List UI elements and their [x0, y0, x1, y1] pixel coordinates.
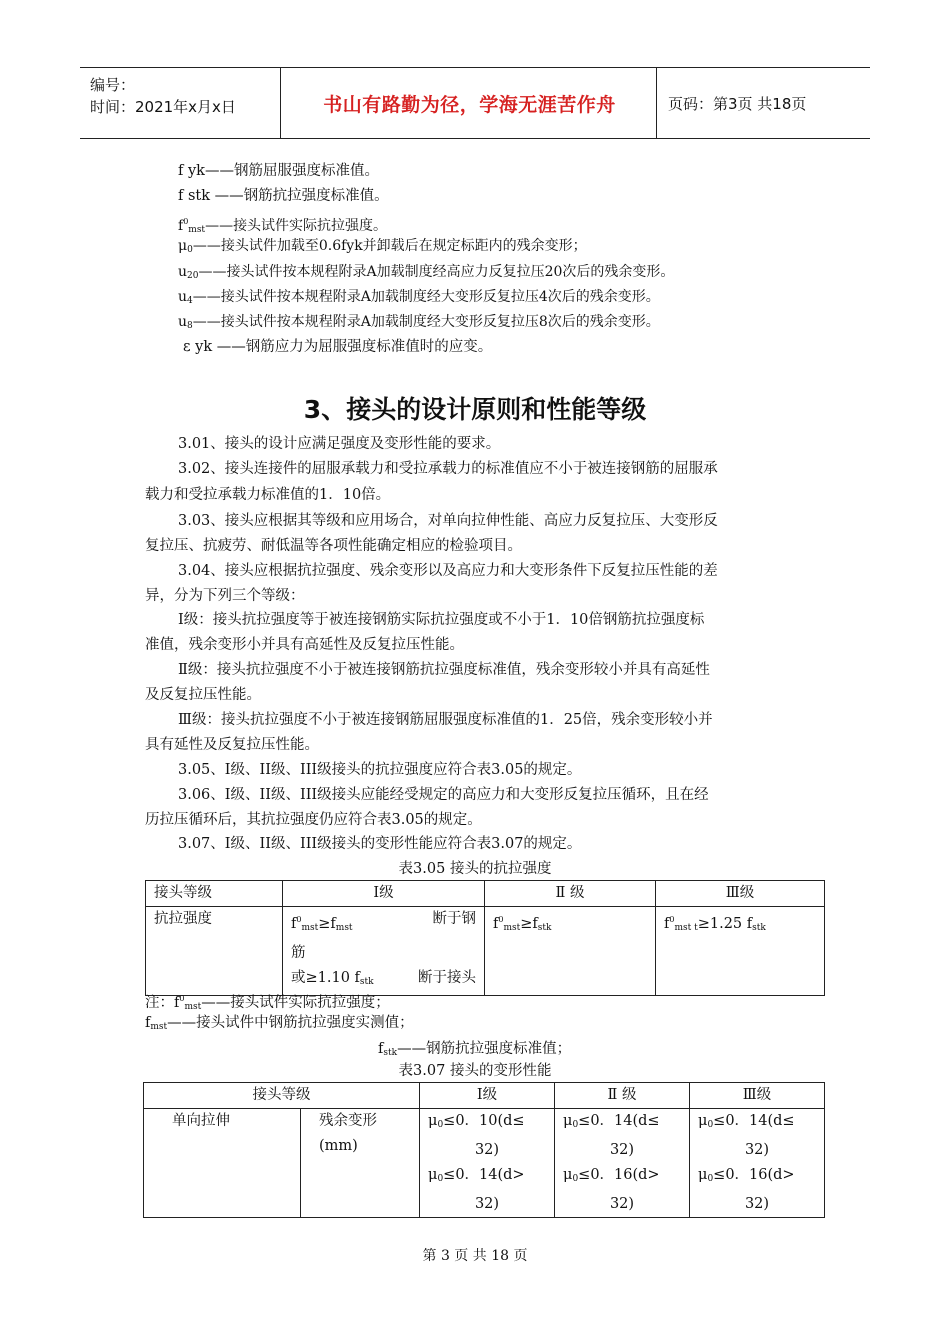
- cell-line: 32): [609, 1196, 635, 1212]
- formula-text: ≥f: [318, 916, 336, 932]
- header-divider: [656, 68, 657, 138]
- table-cell: [656, 907, 825, 996]
- symbol: f: [145, 1015, 151, 1031]
- definition-fyk: f yk——钢筋屈服强度标准值。: [178, 163, 379, 179]
- table-header-cell: 接头等级: [144, 1083, 420, 1109]
- cell-line: [291, 907, 476, 941]
- table-cell: [690, 1109, 825, 1218]
- symbol-sub: 4: [187, 296, 193, 306]
- formula-text: ≤0．14(d≤: [578, 1113, 660, 1129]
- cell-line: [698, 1163, 816, 1192]
- paragraph-3-02: 3.02、接头连接件的屈服承载力和受拉承载力的标准值应不小于被连接钢筋的屈服承: [178, 461, 718, 477]
- note-2: [145, 1011, 414, 1040]
- grade-1: Ⅰ级：接头抗拉强度等于被连接钢筋实际抗拉强度或不小于1．10倍钢筋抗拉强度标: [178, 612, 705, 628]
- cell-line: 32): [474, 1142, 500, 1158]
- table-cell: [555, 1109, 690, 1218]
- symbol: u: [178, 289, 188, 305]
- formula-note: 断于接头: [418, 970, 476, 986]
- table-305: [145, 880, 825, 996]
- symbol: f: [664, 916, 670, 932]
- paragraph-3-04-cont: 异，分为下列三个等级：: [145, 588, 305, 604]
- formula: [291, 907, 353, 941]
- table-cell: 单向拉伸: [144, 1109, 301, 1218]
- header-date: 时间：2021年x月x日: [90, 98, 236, 116]
- cell-line: [428, 1163, 546, 1192]
- symbol: μ: [428, 1113, 438, 1129]
- note-text: ——接头试件实际抗拉强度；: [201, 995, 390, 1011]
- table-header-cell: Ⅰ级: [283, 881, 485, 907]
- symbol-sub: 0: [437, 1174, 444, 1184]
- symbol-sub: mst: [188, 225, 206, 235]
- symbol-sub: 20: [187, 271, 199, 281]
- definition-text: ——接头试件按本规程附录A加载制度经大变形反复拉压4次后的残余变形。: [192, 289, 660, 305]
- table-row: [146, 907, 825, 996]
- symbol: μ: [698, 1167, 708, 1183]
- table-header-cell: Ⅲ级: [656, 881, 825, 907]
- cell-line: [563, 1163, 681, 1192]
- symbol-sub: mst: [335, 923, 353, 933]
- header-number: 编号：: [90, 76, 136, 94]
- symbol: f: [174, 995, 180, 1011]
- definition-fstk: f stk ——钢筋抗拉强度标准值。: [178, 188, 389, 204]
- symbol-sub: 0: [707, 1174, 714, 1184]
- symbol-sub: stk: [752, 923, 766, 933]
- header-divider: [280, 68, 281, 138]
- paragraph-3-02-cont: 载力和受拉承载力标准值的1．10倍。: [145, 487, 391, 503]
- symbol: f: [291, 916, 297, 932]
- table-row: [146, 881, 825, 907]
- cell-line: 32): [744, 1196, 770, 1212]
- formula-text: ≥f: [520, 916, 538, 932]
- paragraph-3-01: 3.01、接头的设计应满足强度及变形性能的要求。: [178, 436, 501, 452]
- page-header: [80, 67, 870, 139]
- cell-line: 筋: [291, 945, 306, 961]
- symbol-sub: 8: [187, 321, 193, 331]
- symbol: μ: [563, 1113, 573, 1129]
- definition-text: ——接头试件按本规程附录A加载制度经高应力反复拉压20次后的残余变形。: [198, 264, 675, 280]
- symbol-sup: 0: [498, 915, 504, 924]
- table-cell: [485, 907, 656, 996]
- symbol-sub: stk: [383, 1048, 398, 1058]
- table-header-cell: Ⅲ级: [690, 1083, 825, 1109]
- note-text: ——钢筋抗拉强度标准值；: [397, 1041, 572, 1057]
- table-307: [143, 1082, 825, 1218]
- symbol-sub: stk: [359, 977, 374, 987]
- formula-text: 或≥1.10 f: [291, 970, 360, 986]
- formula-note: 断于钢: [432, 911, 476, 927]
- grade-3: Ⅲ级：接头抗拉强度不小于被连接钢筋屈服强度标准值的1．25倍，残余变形较小并: [178, 712, 713, 728]
- formula-text: ≤0．10(d≤: [443, 1113, 525, 1129]
- table-header-cell: Ⅱ 级: [485, 881, 656, 907]
- symbol: μ: [178, 238, 188, 254]
- page-footer: 第 3 页 共 18 页: [422, 1248, 528, 1264]
- cell-line: 32): [744, 1142, 770, 1158]
- symbol: f: [378, 1041, 384, 1057]
- header-motto: 书山有路勤为径，学海无涯苦作舟: [323, 93, 616, 116]
- definition-text: ——接头试件加载至0.6fyk并卸载后在规定标距内的残余变形；: [192, 238, 587, 254]
- symbol-sup: 0: [296, 915, 302, 924]
- table-cell: [420, 1109, 555, 1218]
- symbol: μ: [428, 1167, 438, 1183]
- symbol: u: [178, 314, 188, 330]
- note-prefix: 注：: [145, 995, 174, 1011]
- table-row: [144, 1109, 825, 1218]
- section-title: 3、接头的设计原则和性能等级: [303, 395, 647, 424]
- cell-line: [428, 1109, 546, 1138]
- formula-text: ≤0．14(d≤: [713, 1113, 795, 1129]
- table-305-caption: 表3.05 接头的抗拉强度: [398, 861, 552, 877]
- symbol: f: [178, 218, 184, 234]
- paragraph-3-04: 3.04、接头应根据抗拉强度、残余变形以及高应力和大变形条件下反复拉压性能的差: [178, 563, 718, 579]
- formula-text: ≤0．16(d>: [713, 1167, 795, 1183]
- table-header-cell: Ⅱ 级: [555, 1083, 690, 1109]
- formula-text: ≤0．14(d>: [443, 1167, 525, 1183]
- symbol-sub: mst: [184, 1002, 202, 1012]
- formula-text: ≤0．16(d>: [578, 1167, 660, 1183]
- table-307-caption: 表3.07 接头的变形性能: [398, 1063, 552, 1079]
- symbol-sub: 0: [572, 1174, 579, 1184]
- symbol-sub: 0: [187, 245, 193, 255]
- symbol: μ: [563, 1167, 573, 1183]
- table-header-cell: 接头等级: [146, 881, 283, 907]
- cell-line: [563, 1109, 681, 1138]
- grade-2: Ⅱ级：接头抗拉强度不小于被连接钢筋抗拉强度标准值，残余变形较小并具有高延性: [178, 662, 710, 678]
- symbol-sub: 0: [572, 1120, 579, 1130]
- symbol-sub: 0: [707, 1120, 714, 1130]
- paragraph-3-07: 3.07、I级、II级、III级接头的变形性能应符合表3.07的规定。: [178, 836, 582, 852]
- formula-text: ≥1.25 f: [697, 916, 753, 932]
- note-text: ——接头试件中钢筋抗拉强度实测值；: [167, 1015, 414, 1031]
- table-header-cell: Ⅰ级: [420, 1083, 555, 1109]
- definition-text: ——接头试件按本规程附录A加载制度经大变形反复拉压8次后的残余变形。: [192, 314, 660, 330]
- symbol-sub: mst: [503, 923, 521, 933]
- symbol-sup: 0: [183, 217, 189, 226]
- symbol-sup: 0: [179, 994, 185, 1003]
- table-cell: 残余变形(mm): [301, 1109, 420, 1218]
- symbol-sup: 0: [669, 915, 675, 924]
- paragraph-3-03-cont: 复拉压、抗疲劳、耐低温等各项性能确定相应的检验项目。: [145, 538, 522, 554]
- paragraph-3-03: 3.03、接头应根据其等级和应用场合，对单向拉伸性能、高应力反复拉压、大变形反: [178, 513, 718, 529]
- paragraph-3-05: 3.05、I级、II级、III级接头的抗拉强度应符合表3.05的规定。: [178, 762, 582, 778]
- table-cell: 抗拉强度: [146, 907, 283, 996]
- symbol-sub: mst: [150, 1022, 168, 1032]
- cell-line: [698, 1109, 816, 1138]
- symbol: u: [178, 264, 188, 280]
- header-page-info: 页码：第3页 共18页: [668, 94, 807, 113]
- grade-2-cont: 及反复拉压性能。: [145, 687, 261, 703]
- paragraph-3-06-cont: 历拉压循环后，其抗拉强度仍应符合表3.05的规定。: [145, 812, 482, 828]
- symbol: μ: [698, 1113, 708, 1129]
- symbol-sub: mst t: [674, 923, 698, 933]
- definition-text: ——接头试件实际抗拉强度。: [205, 218, 388, 234]
- header-meta: [90, 74, 236, 118]
- cell-line: 32): [609, 1142, 635, 1158]
- paragraph-3-06: 3.06、I级、II级、III级接头应能经受规定的高应力和大变形反复拉压循环，且在经: [178, 787, 709, 803]
- symbol-sub: mst: [301, 923, 319, 933]
- cell-line: 32): [474, 1196, 500, 1212]
- grade-3-cont: 具有延性及反复拉压性能。: [145, 737, 319, 753]
- definition-eyk: ε yk ——钢筋应力为屈服强度标准值时的应变。: [183, 339, 493, 355]
- symbol: f: [493, 916, 499, 932]
- symbol-sub: 0: [437, 1120, 444, 1130]
- grade-1-cont: 准值，残余变形小并具有高延性及反复拉压性能。: [145, 637, 464, 653]
- table-row: [144, 1083, 825, 1109]
- table-cell: [283, 907, 485, 996]
- symbol-sub: stk: [537, 923, 552, 933]
